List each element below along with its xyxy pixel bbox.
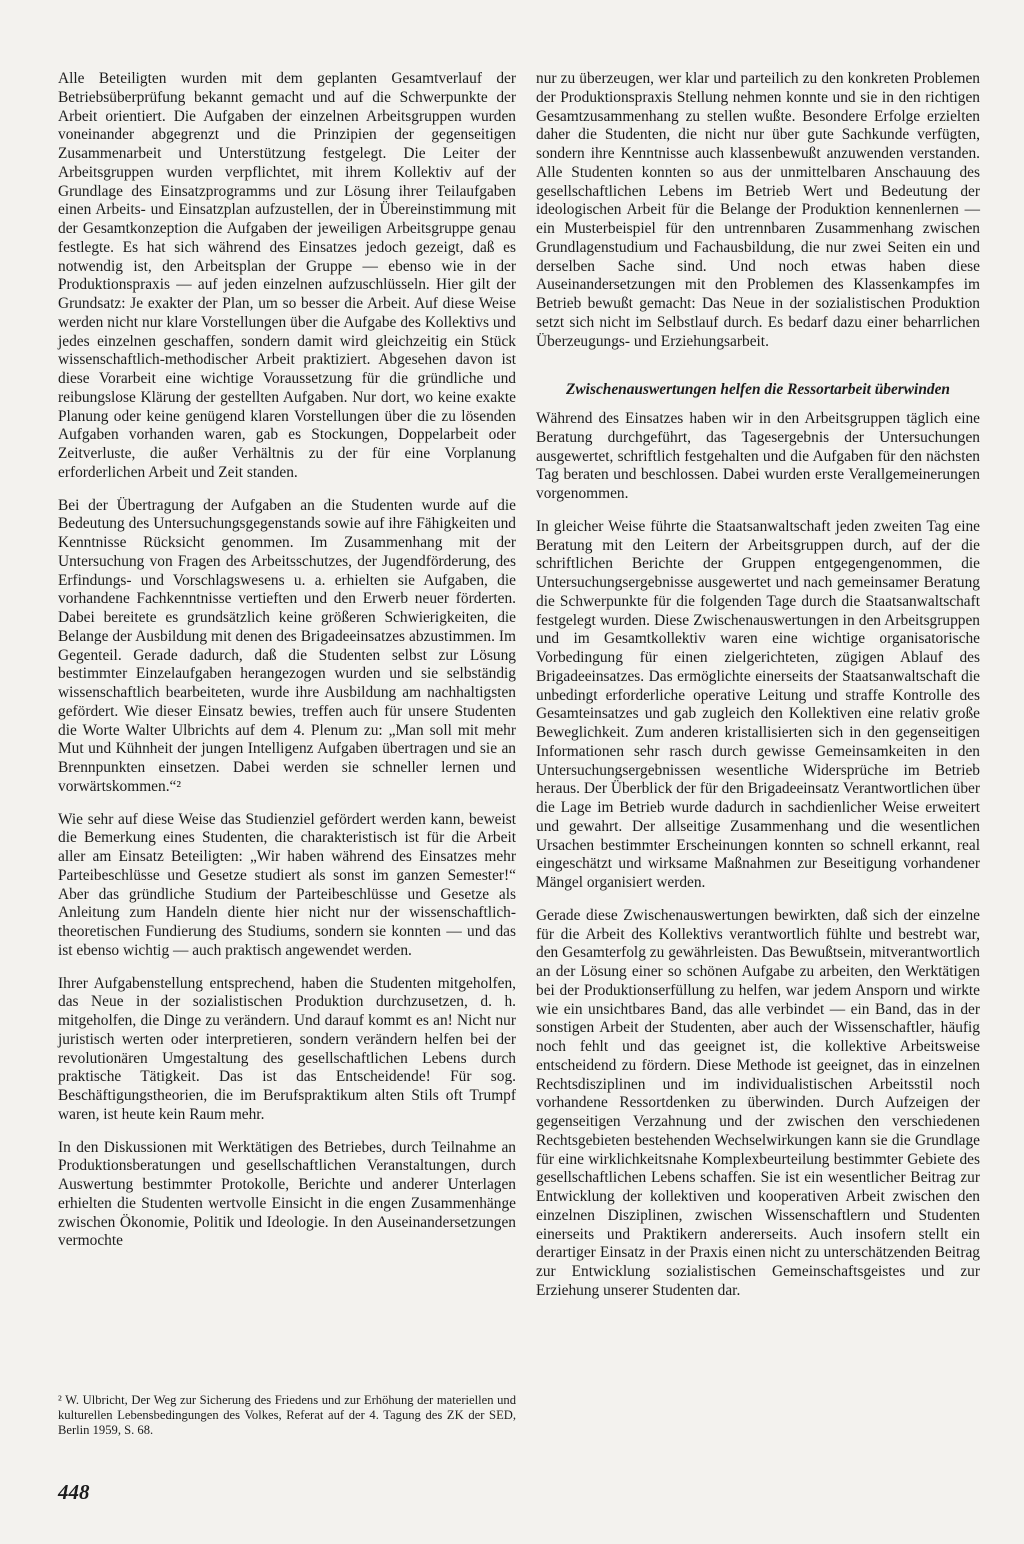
left-column xyxy=(58,70,516,1265)
section-heading: Zwischenauswertungen helfen die Ressortarbeit überwinden xyxy=(566,381,950,399)
left-paragraph-5: In den Diskussionen mit Werktätigen des Betriebes, durch Teilnahme an Produktionsberatungen und gesellschaftlichen Veranstaltungen, durch Auswertung bestimmter Protokolle, Berichte und anderer Unterlagen erhielten die Studenten wertvolle Einsicht in die engen Zusammenhänge zwischen Ökonomie, Politik und Ideologie. In den Auseinandersetzungen vermochte xyxy=(58,1138,516,1250)
right-paragraph-2: Während des Einsatzes haben wir in den Arbeitsgruppen täglich eine Beratung durchgeführt, das Tagesergebnis der Untersuchungen ausgewertet, schriftlich festgehalten und die Aufgaben für den nächsten Tag beraten und beschlossen. Dabei wurden erste Verallgemeinerungen vorgenommen. xyxy=(536,410,980,502)
footnote: ² W. Ulbricht, Der Weg zur Sicherung des Friedens und zur Erhöhung der materiellen und kulturellen Lebensbedingungen des Volkes, Referat auf der 4. Tagung des ZK der SED, Berlin 1959, S. 68. xyxy=(58,1393,516,1438)
right-paragraph-1: nur zu überzeugen, wer klar und parteilich zu den konkreten Problemen der Produktionspraxis Stellung nehmen konnte und sie in den richtigen Gesamtzusammenhang zu stellen wußte. Besondere Erfolge erzielten daher die Studenten, die nicht nur über gute Sachkunde verfügten, sondern ihre Kenntnisse auch klassenbewußt anzuwenden verstanden. Alle Studenten konnten so aus der unmittelbaren Anschauung des gesellschaftlichen Lebens im Betrieb Wert und Bedeutung der ideologischen Arbeit für die Belange der Produktion kennenlernen — ein Musterbeispiel für den untrennbaren Zusammenhang zwischen Grundlagenstudium und Fachausbildung, die nur zwei Seiten ein und derselben Sache sind. Und noch etwas haben diese Auseinandersetzungen mit den Problemen des Klassenkampfes im Betrieb bewußt gemacht: Das Neue in der sozialistischen Produktion setzt sich nicht im Selbstlauf durch. Es bedarf dazu einer beharrlichen Überzeugungs- und Erziehungsarbeit. xyxy=(536,70,980,350)
page-number: 448 xyxy=(58,1480,90,1504)
left-paragraph-3: Wie sehr auf diese Weise das Studienziel gefördert werden kann, beweist die Bemerkung eines Studenten, die charakteristisch ist für die Arbeit aller am Einsatz Beteiligten: „Wir haben während des Einsatzes mehr Parteibeschlüsse und Gesetze studiert als sonst im ganzen Semester!“ Aber das gründliche Studium der Parteibeschlüsse und Gesetze als Anleitung zum Handeln diente hier nicht nur der wissenschaftlich-theoretischen Fundierung des Studiums, sondern sie konnten — und das ist ebenso wichtig — auch praktisch angewendet werden. xyxy=(58,810,516,959)
left-paragraph-4: Ihrer Aufgabenstellung entsprechend, haben die Studenten mitgeholfen, das Neue in der sozialistischen Produktion durchzusetzen, d. h. mitgeholfen, die Dinge zu verändern. Und darauf kommt es an! Nicht nur juristisch werten oder interpretieren, sondern verändern helfen bei der revolutionären Umgestaltung des gesellschaftlichen Lebens durch praktische Tätigkeit. Das ist das Entscheidende! Für sog. Beschäftigungstheorien, die im Berufspraktikum alten Stils oft Trumpf waren, ist heute kein Raum mehr. xyxy=(58,974,516,1123)
right-column xyxy=(536,70,980,1315)
left-paragraph-2: Bei der Übertragung der Aufgaben an die Studenten wurde auf die Bedeutung des Untersuchungsgegenstands sowie auf ihre Fähigkeiten und Kenntnisse Rücksicht genommen. Im Zusammenhang mit der Untersuchung von Fragen des Arbeitsschutzes, der Jugendförderung, des Erfindungs- und Vorschlagswesens u. a. erhielten sie Aufgaben, die vorhandene Fachkenntnisse vertieften und den Erwerb neuer förderten. Dabei bereitete es grundsätzlich keine größeren Schwierigkeiten, die Belange der Ausbildung mit denen des Brigadeeinsatzes abzustimmen. Im Gegenteil. Gerade dadurch, daß die Studenten selbst zur Lösung bestimmter Einzelaufgaben herangezogen wurden und sie selbständig wissenschaftlich bearbeiteten, wurde ihre Ausbildung am nachhaltigsten gefördert. Wie dieser Einsatz bewies, treffen auch für unsere Studenten die Worte Walter Ulbrichts auf dem 4. Plenum zu: „Man soll mit mehr Mut und Kühnheit der jungen Intelligenz Aufgaben übertragen und sie an Brennpunkten einsetzen. Dabei werden sie schneller lernen und vorwärtskommen.“² xyxy=(58,496,516,795)
right-paragraph-3: In gleicher Weise führte die Staatsanwaltschaft jeden zweiten Tag eine Beratung mit den Leitern der Arbeitsgruppen durch, auf der die schriftlichen Berichte der Gruppen entgegengenommen, die Untersuchungsergebnisse ausgewertet und nach gemeinsamer Beratung die Schwerpunkte für die folgenden Tage durch die Staatsanwaltschaft festgelegt wurden. Diese Zwischenauswertungen in den Arbeitsgruppen und im Gesamtkollektiv waren eine wichtige organisatorische Vorbedingung für einen zielgerichteten, zügigen Ablauf des Brigadeeinsatzes. Das ermöglichte einerseits der Staatsanwaltschaft die unbedingt erforderliche operative Leitung und straffe Kontrolle des Gesamteinsatzes und gab zugleich den Kollektiven eine relativ große Beweglichkeit. Zum anderen kristallisierten sich in den gegenseitigen Informationen sehr rasch durch gewisse Gemeinsamkeiten in den Untersuchungsergebnissen wesentliche Widersprüche im Betrieb heraus. Der Überblick der für den Brigadeeinsatz Verantwortlichen über die Lage im Betrieb wurde dadurch in sachdienlicher Weise erweitert und gewahrt. Der allseitige Zusammenhang und die wesentlichen Ursachen bestimmter Erscheinungen konnten so schnell erkannt, real eingeschätzt und wirksame Maßnahmen zur Beseitigung vorhandener Mängel organisiert werden. xyxy=(536,517,980,891)
left-paragraph-1: Alle Beteiligten wurden mit dem geplanten Gesamtverlauf der Betriebsüberprüfung bekannt gemacht und auf die Schwerpunkte der Arbeit orientiert. Die Aufgaben der einzelnen Arbeitsgruppen wurden voneinander abgegrenzt und die Prinzipien der gegenseitigen Zusammenarbeit und Unterstützung festgelegt. Die Leiter der Arbeitsgruppen wurden verpflichtet, mit ihrem Kollektiv auf der Grundlage des Einsatzprogramms und zur Lösung ihrer Teilaufgaben einen Arbeits- und Einsatzplan aufzustellen, der in Übereinstimmung mit der Gesamtkonzeption die Aufgaben der jeweiligen Arbeitsgruppe genau festlegte. Es hat sich während des Einsatzes jedoch gezeigt, daß es notwendig ist, den Arbeitsplan der Gruppe — ebenso wie in der Produktionspraxis — auf jeden einzelnen aufzuschlüsseln. Hier gilt der Grundsatz: Je exakter der Plan, um so besser die Arbeit. Auf diese Weise werden nicht nur klare Vorstellungen über die Aufgabe des Kollektivs und jedes einzelnen geschaffen, sondern damit wird gleichzeitig ein Stück wissenschaftlich-methodischer Arbeit praktiziert. Abgesehen davon ist diese Vorarbeit eine wichtige Voraussetzung für die gründliche und reibungslose Klärung der gestellten Aufgaben. Nur dort, wo keine exakte Planung oder keine genügend klaren Vorstellungen über die zu lösenden Aufgaben vorhanden waren, gab es Stockungen, Doppelarbeit oder Zeitverluste, die außer Verhältnis zu der für eine Vorplanung erforderlichen Arbeit und Zeit standen. xyxy=(58,70,516,481)
right-paragraph-4: Gerade diese Zwischenauswertungen bewirkten, daß sich der einzelne für die Arbeit des Kollektivs verantwortlich fühlte und bestrebt war, den Gesamterfolg zu gewährleisten. Das Bewußtsein, mitverantwortlich an der Lösung einer so schönen Aufgabe zu arbeiten, den Werktätigen bei der Produktionserfüllung zu helfen, war jedem Ansporn und wirkte wie ein unsichtbares Band, das alle verbindet — ein Band, das in der sonstigen Arbeit der Studenten, aber auch der Wissenschaftler, häufig noch fehlt und das geeignet ist, die kollektive Arbeitsweise entscheidend zu fördern. Diese Methode ist geeignet, das in einzelnen Rechtsdisziplinen und im individualistischen Arbeitsstil noch vorhandene Ressortdenken zu überwinden. Durch Aufzeigen der gegenseitigen Verzahnung und der zwischen den verschiedenen Rechtsgebieten bestehenden Wechselwirkungen kann sie die Grundlage für eine wirklichkeitsnahe Komplexbeurteilung bestimmter Gebiete des gesellschaftlichen Lebens schaffen. Sie ist ein wesentlicher Beitrag zur Entwicklung der kollektiven und kooperativen Arbeit zwischen den einzelnen Disziplinen, zwischen Wissenschaftlern und Studenten einerseits und Praktikern andererseits. Auch insofern stellt ein derartiger Einsatz in der Praxis einen nicht zu unterschätzenden Beitrag zur Entwicklung sozialistischen Gemeinschaftsgeistes und zur Erziehung unserer Studenten dar. xyxy=(536,906,980,1299)
